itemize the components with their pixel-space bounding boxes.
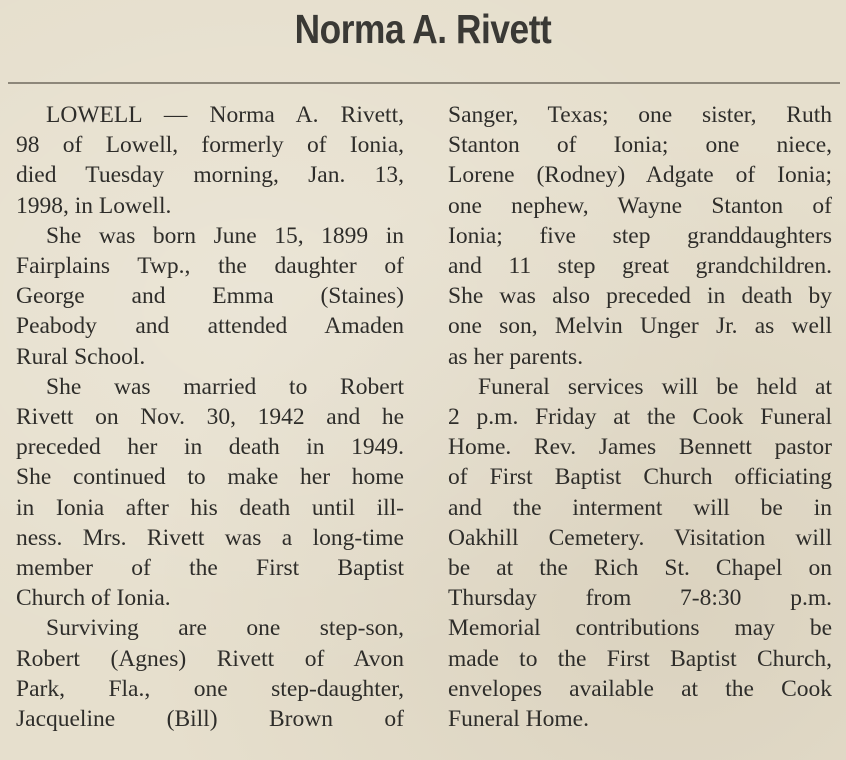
- headline-rule: [8, 82, 840, 84]
- text-line: Fairplains Twp., the daughter of: [16, 253, 404, 280]
- text-line: Surviving are one step-son,: [46, 615, 404, 642]
- text-line: Funeral Home.: [448, 706, 589, 733]
- text-line: Rivett on Nov. 30, 1942 and he: [16, 404, 404, 431]
- text-line: Memorial contributions may be: [448, 615, 832, 642]
- text-line: and 11 step great grandchildren.: [448, 253, 832, 280]
- text-line: Robert (Agnes) Rivett of Avon: [16, 645, 404, 672]
- text-line: She continued to make her home: [16, 464, 404, 491]
- text-line: Church of Ionia.: [16, 585, 171, 612]
- text-line: 2 p.m. Friday at the Cook Funeral: [448, 404, 832, 431]
- text-line: Park, Fla., one step-daughter,: [16, 675, 404, 702]
- right-text-column: [448, 100, 832, 734]
- text-line: She was also preceded in death by: [448, 283, 832, 310]
- obituary-headline: Norma A. Rivett: [294, 6, 552, 52]
- text-line: died Tuesday morning, Jan. 13,: [16, 162, 404, 189]
- text-line: of First Baptist Church officiating: [448, 464, 832, 491]
- text-line: in Ionia after his death until ill-: [16, 494, 404, 521]
- text-line: and the interment will be in: [448, 494, 832, 521]
- text-line: She was married to Robert: [46, 373, 404, 400]
- text-line: one nephew, Wayne Stanton of: [448, 192, 832, 219]
- text-line: made to the First Baptist Church,: [448, 645, 832, 672]
- text-line: be at the Rich St. Chapel on: [448, 555, 832, 582]
- text-line: Oakhill Cemetery. Visitation will: [448, 524, 832, 551]
- text-line: preceded her in death in 1949.: [16, 434, 404, 461]
- text-line: LOWELL — Norma A. Rivett,: [46, 102, 404, 128]
- text-line: Peabody and attended Amaden: [16, 313, 404, 340]
- text-line: envelopes available at the Cook: [448, 675, 832, 702]
- text-line: ness. Mrs. Rivett was a long-time: [16, 524, 404, 551]
- text-line: Lorene (Rodney) Adgate of Ionia;: [448, 162, 832, 189]
- text-line: 1998, in Lowell.: [16, 192, 172, 219]
- text-line: member of the First Baptist: [16, 555, 404, 582]
- left-text-column: [16, 100, 404, 734]
- text-line: Ionia; five step granddaughters: [448, 222, 832, 249]
- text-line: Stanton of Ionia; one niece,: [448, 132, 832, 159]
- text-line: 98 of Lowell, formerly of Ionia,: [16, 132, 404, 159]
- text-line: one son, Melvin Unger Jr. as well: [448, 313, 832, 340]
- text-line: She was born June 15, 1899 in: [46, 222, 404, 249]
- text-line: George and Emma (Staines): [16, 283, 404, 310]
- text-line: as her parents.: [448, 343, 584, 370]
- text-line: Rural School.: [16, 343, 146, 370]
- text-line: Sanger, Texas; one sister, Ruth: [448, 102, 832, 128]
- text-line: Jacqueline (Bill) Brown of: [16, 706, 404, 733]
- text-line: Home. Rev. James Bennett pastor: [448, 434, 832, 461]
- text-line: Thursday from 7-8:30 p.m.: [448, 585, 832, 612]
- text-line: Funeral services will be held at: [478, 373, 832, 400]
